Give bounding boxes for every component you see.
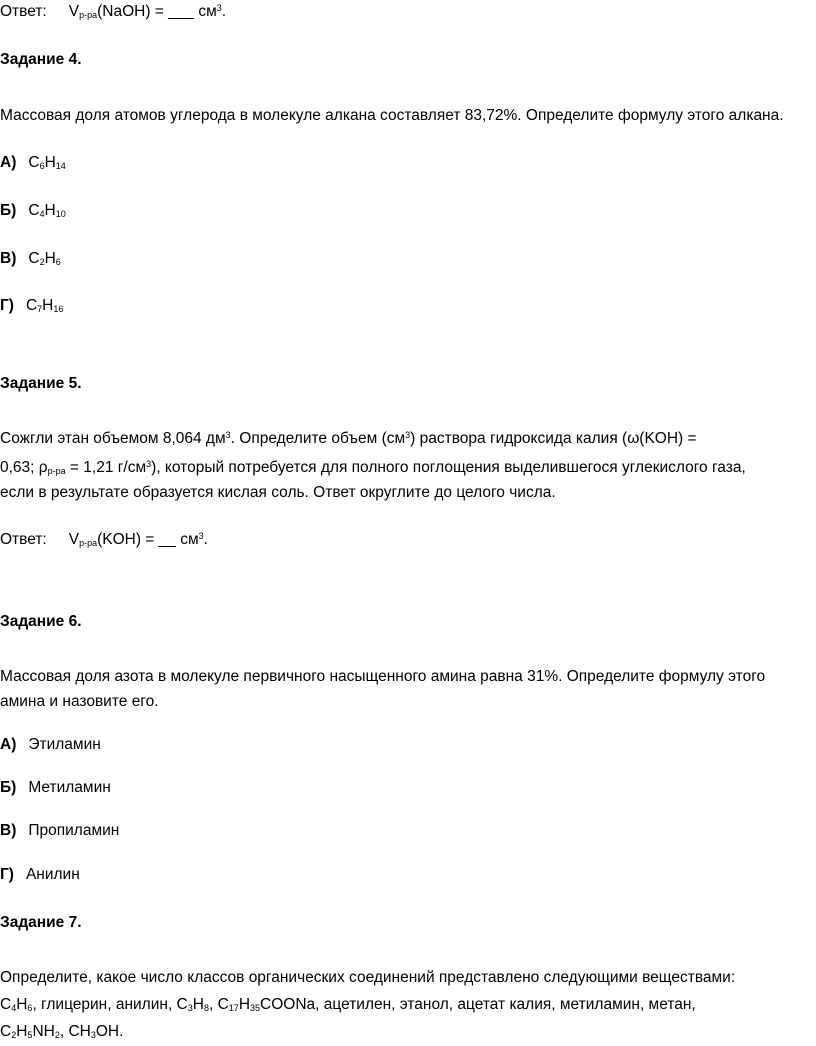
subscript: 6 — [27, 1003, 33, 1013]
text-segment: , C — [208, 996, 229, 1013]
text-segment: H — [192, 996, 204, 1013]
answer-line-koh — [0, 530, 208, 550]
task4-option-a — [0, 153, 66, 173]
text-segment: Сожгли этан объемом 8,064 дм — [0, 430, 226, 447]
text-segment: H — [44, 250, 56, 267]
text-segment: Определите, какое число классов органических соединений представлено следующими веществами: — [0, 969, 736, 986]
text-segment: C — [0, 996, 12, 1013]
text-segment: COONa, ацетилен, этанол, ацетат калия, метиламин, метан, — [260, 996, 696, 1013]
text-segment: OH. — [95, 1023, 124, 1040]
text-segment: C — [28, 250, 40, 267]
option-letter: Б) — [0, 202, 17, 219]
formula — [28, 202, 65, 219]
task6-option-d — [0, 865, 80, 885]
text-segment: H — [16, 996, 28, 1013]
unit-superscript: 3 — [198, 531, 204, 541]
task6-title: Задание 6. — [0, 613, 82, 630]
answer-line-naoh — [0, 2, 226, 22]
option-text: Анилин — [25, 866, 80, 883]
text-segment: H — [16, 1023, 28, 1040]
task4-option-b — [0, 201, 66, 221]
option-letter: В) — [0, 822, 17, 839]
text-segment: H — [44, 202, 56, 219]
formula — [28, 250, 60, 267]
option-text: Пропиламин — [28, 822, 120, 839]
task6-text-line-2: амина и назовите его. — [0, 693, 159, 710]
subscript: 14 — [55, 161, 66, 171]
task5-text-line-2 — [0, 458, 746, 478]
subscript: 5 — [27, 1030, 33, 1040]
task6-text-line-1: Массовая доля азота в молекуле первичного насыщенного амина равна 31%. Определите формулу этого — [0, 668, 766, 685]
subscript: 2 — [39, 257, 45, 267]
superscript: 3 — [146, 459, 152, 469]
volume-symbol: V — [68, 531, 80, 548]
text-segment: C — [0, 1023, 12, 1040]
superscript: 3 — [225, 430, 231, 440]
text-segment: NH — [32, 1023, 55, 1040]
volume-subscript: р-ра — [79, 538, 98, 548]
subscript: 16 — [53, 304, 64, 314]
superscript: 3 — [405, 430, 411, 440]
answer-end: . — [221, 3, 227, 20]
subscript: 2 — [11, 1030, 17, 1040]
subscript: 17 — [228, 1003, 239, 1013]
volume-symbol: V — [68, 3, 80, 20]
task5-text-line-1 — [0, 429, 697, 449]
answer-expression: (KOH) = __ см — [97, 531, 199, 548]
task7-title: Задание 7. — [0, 914, 82, 931]
task6-option-c — [0, 821, 119, 841]
task6-option-b — [0, 778, 111, 798]
task7-text-line-3 — [0, 1022, 123, 1042]
text-segment: C — [28, 154, 40, 171]
subscript: 4 — [11, 1003, 17, 1013]
option-letter: Б) — [0, 779, 17, 796]
subscript: 4 — [39, 209, 45, 219]
formula — [26, 297, 63, 314]
task5-text-line-3 — [0, 483, 556, 503]
task4-title: Задание 4. — [0, 51, 82, 68]
text-segment: , CH — [59, 1023, 91, 1040]
subscript: 35 — [250, 1003, 261, 1013]
task4-question: Массовая доля атомов углерода в молекуле алкана составляет 83,72%. Определите формулу этого алкана. — [0, 107, 784, 124]
text-segment: . Определите объем (см — [230, 430, 406, 447]
task5-title: Задание 5. — [0, 375, 82, 392]
subscript: 6 — [55, 257, 61, 267]
text-segment: C — [25, 297, 38, 314]
text-segment: H — [42, 297, 54, 314]
answer-end: . — [203, 531, 208, 548]
task7-text-line-2 — [0, 995, 696, 1015]
option-letter: Г) — [0, 297, 14, 314]
text-segment: если в результате образуется кислая соль. Ответ округлите до целого числа. — [0, 484, 556, 501]
subscript: 3 — [187, 1003, 193, 1013]
text-segment: = 1,21 г/см — [65, 459, 147, 476]
answer-label: Ответ: — [0, 3, 47, 20]
subscript: 6 — [39, 161, 45, 171]
text-segment: ) раствора гидроксида калия (ω(KOH) = — [410, 430, 697, 447]
subscript: 10 — [55, 209, 66, 219]
task4-option-d — [0, 296, 63, 316]
option-text: Этиламин — [28, 736, 101, 753]
task7-text-line-1 — [0, 968, 735, 988]
option-letter: А) — [0, 154, 17, 171]
option-letter: Г) — [0, 866, 14, 883]
answer-label: Ответ: — [0, 531, 47, 548]
text-segment: 0,63; ρ — [0, 459, 48, 476]
volume-subscript: р-ра — [79, 10, 98, 20]
text-segment: C — [28, 202, 40, 219]
subscript: 8 — [203, 1003, 209, 1013]
text-segment: H — [44, 154, 56, 171]
subscript: 2 — [54, 1030, 60, 1040]
text-segment: , глицерин, анилин, C — [32, 996, 188, 1013]
option-letter: А) — [0, 736, 17, 753]
subscript: 7 — [37, 304, 43, 314]
subscript: р-ра — [47, 466, 66, 476]
option-letter: В) — [0, 250, 17, 267]
task4-option-c — [0, 249, 61, 269]
option-text: Метиламин — [28, 779, 111, 796]
text-segment: ), который потребуется для полного поглощения выделившегося углекислого газа, — [151, 459, 746, 476]
subscript: 3 — [90, 1030, 96, 1040]
text-segment: H — [238, 996, 251, 1013]
answer-expression: (NaOH) = ___ см — [97, 3, 217, 20]
unit-superscript: 3 — [216, 3, 222, 13]
task6-option-a — [0, 735, 101, 755]
formula — [28, 154, 65, 171]
